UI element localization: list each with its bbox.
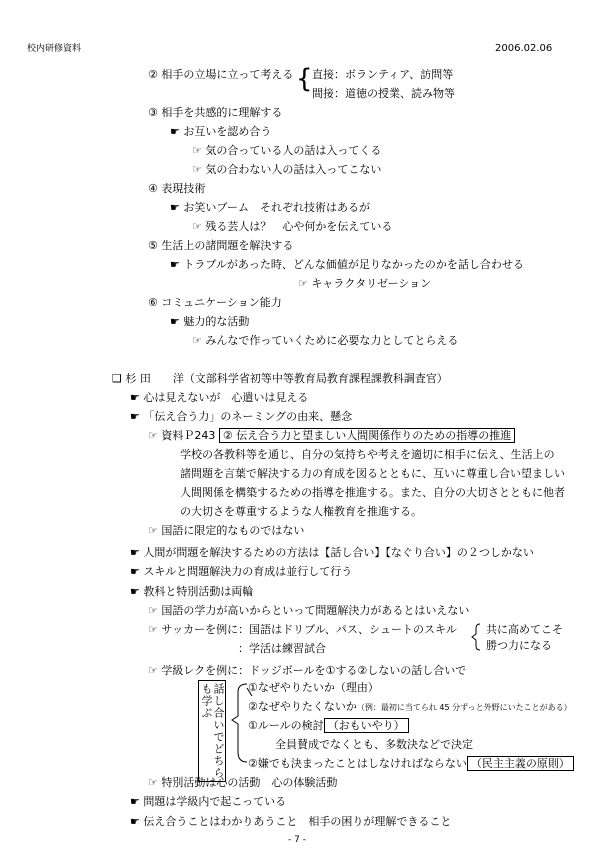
item-3-a2: ☞ 気の合わない人の話は入ってこない <box>192 163 382 176</box>
majority-decision: 全員賛成でなくとも、多数決などで決定 <box>275 738 473 751</box>
s2-bullet-2: ☛ 「伝え合う力」のネーミングの由来、懸念 <box>130 410 353 423</box>
pointer-icon: ☞ <box>148 604 158 617</box>
s2-reference: ☞ 資料Ｐ243 ② 伝え合う力と望ましい人間関係作りのための指導の推進 <box>148 429 515 443</box>
item-4-a1: ☞ 残る芸人は？ 心や何かを伝えている <box>192 220 393 233</box>
s2-bullet-5-2b: ：学活は練習試合 <box>238 642 326 655</box>
s2-bullet-1: ☛ 心は見えないが 心遣いは見える <box>130 391 309 404</box>
hand-icon: ☛ <box>170 125 180 138</box>
hand-icon: ☛ <box>130 585 140 598</box>
page-number: - 7 - <box>288 835 306 845</box>
item-5-a: ☛ トラブルがあった時、どんな価値が足りなかったのかを話し合わせる <box>170 258 524 271</box>
pointer-icon: ☞ <box>148 524 158 537</box>
s2-bullet-5: ☛ 教科と特別活動は両輪 <box>130 585 254 598</box>
para-line-2: 諸問題を言葉で解決する力の育成を図るとともに、互いに尊重し合い望ましい <box>180 467 565 480</box>
hand-icon: ☛ <box>130 815 140 828</box>
square-bullet-icon: ❑ <box>112 372 122 385</box>
pointer-icon: ☞ <box>148 664 158 677</box>
hand-icon: ☛ <box>130 546 140 559</box>
para-line-4: の大切さを尊重するような人権教育を推進する。 <box>180 505 422 518</box>
item-4-a: ☛ お笑いブーム それぞれ技術はあるが <box>170 201 371 214</box>
item-3-a1: ☞ 気の合っている人の話は入ってくる <box>192 144 382 157</box>
s2-bullet-3: ☛ 人間が問題を解決するための方法は【話し合い】【なぐり合い】の２つしかない <box>130 546 534 559</box>
reference-box: ② 伝え合う力と望ましい人間関係作りのための指導の推進 <box>219 428 515 443</box>
hand-icon: ☛ <box>130 795 140 808</box>
hand-icon: ☛ <box>170 201 180 214</box>
pointer-icon: ☞ <box>192 144 202 157</box>
together-bracket <box>472 624 480 650</box>
pointer-icon: ☞ <box>192 220 202 233</box>
header-date: 2006.02.06 <box>495 43 553 54</box>
options-brace <box>232 684 247 762</box>
item-5-a1: ☞ キャラクタリゼーション <box>298 277 432 290</box>
hand-icon: ☛ <box>130 565 140 578</box>
para-line-1: 学校の各教科等を通じ、自分の気持ちや考えを適切に相手に伝え、生活上の <box>180 448 555 461</box>
consideration-box: （おもいやり） <box>324 718 409 733</box>
hand-icon: ☛ <box>130 391 140 404</box>
pointer-icon: ☞ <box>192 334 202 347</box>
item-3-a: ☛ お互いを認め合う <box>170 125 272 138</box>
s2-bullet-5-3: ☞ 学級レクを例に：ドッジボールを①する②しないの話し合いで <box>148 664 467 677</box>
item-2-direct: 直接：ボランティア、訪問等 <box>312 68 454 81</box>
pointer-icon: ☞ <box>148 623 158 636</box>
reason-2-example: （例：最初に当てられ 45 分ずっと外野にいたことがある） <box>356 703 572 712</box>
pointer-icon: ☞ <box>148 776 158 789</box>
para-line-3: 人間関係を構築するための指導を推進する。また、自分の大切さとともに他者 <box>180 486 565 499</box>
hand-icon: ☛ <box>170 315 180 328</box>
item-4: ④ 表現技術 <box>148 182 206 195</box>
hand-icon: ☛ <box>130 410 140 423</box>
pointer-icon: ☞ <box>192 163 202 176</box>
must-follow: ②嫌でも決まったことはしなければならない （民主主義の原則） <box>248 757 574 771</box>
item-3: ③ 相手を共感的に理解する <box>148 106 283 119</box>
reason-2: ②なぜやりたくないか（例：最初に当てられ 45 分ずっと外野にいたことがある） <box>248 700 572 713</box>
hand-icon: ☛ <box>170 258 180 271</box>
s2-bullet-4: ☛ スキルと問題解決力の育成は並行して行う <box>130 565 353 578</box>
s2-bullet-2-note: ☞ 国語に限定的なものではない <box>148 524 305 537</box>
header-left: 校内研修資料 <box>27 44 82 54</box>
reason-1: ①なぜやりたいか（理由） <box>248 681 379 694</box>
s2-bullet-5-2a: ☞ サッカーを例に：国語はドリブル、パス、シュートのスキル <box>148 623 457 636</box>
s2-bullet-5-4: ☞ 特別活動は心の活動 心の体験活動 <box>148 776 338 789</box>
item-6: ⑥ コミュニケーション能力 <box>148 296 282 309</box>
section-2-title: ❑ 杉 田 洋（文部科学省初等中等教育局教育課程課教科調査官） <box>112 372 448 385</box>
reason-1-connector <box>247 688 252 696</box>
rule-review: ①ルールの検討 （おもいやり） <box>248 719 409 733</box>
item-5: ⑤ 生活上の諸問題を解決する <box>148 239 294 252</box>
item-6-a: ☛ 魅力的な活動 <box>170 315 250 328</box>
item-2: ② 相手の立場に立って考える <box>148 68 294 81</box>
s2-bullet-6: ☛ 問題は学級内で起こっている <box>130 795 287 808</box>
democracy-box: （民主主義の原則） <box>467 756 574 771</box>
s2-bullet-7: ☛ 伝え合うことはわかりあうこと 相手の困りが理解できること <box>130 815 452 828</box>
vertical-learning-box: 話し合いでどちらも学ぶ <box>198 680 226 782</box>
together-note-2: 勝つ力になる <box>486 639 552 652</box>
pointer-icon: ☞ <box>148 429 158 442</box>
together-note-1: 共に高めてこそ <box>486 623 563 636</box>
item-6-a1: ☞ みんなで作っていくために必要な力としてとらえる <box>192 334 459 347</box>
item-2-indirect: 間接：道徳の授業、読み物等 <box>312 87 455 100</box>
s2-bullet-5-1: ☞ 国語の学力が高いからといって問題解決力があるとはいえない <box>148 604 470 617</box>
pointer-icon: ☞ <box>298 277 308 290</box>
item-2-brace: { <box>296 64 313 94</box>
